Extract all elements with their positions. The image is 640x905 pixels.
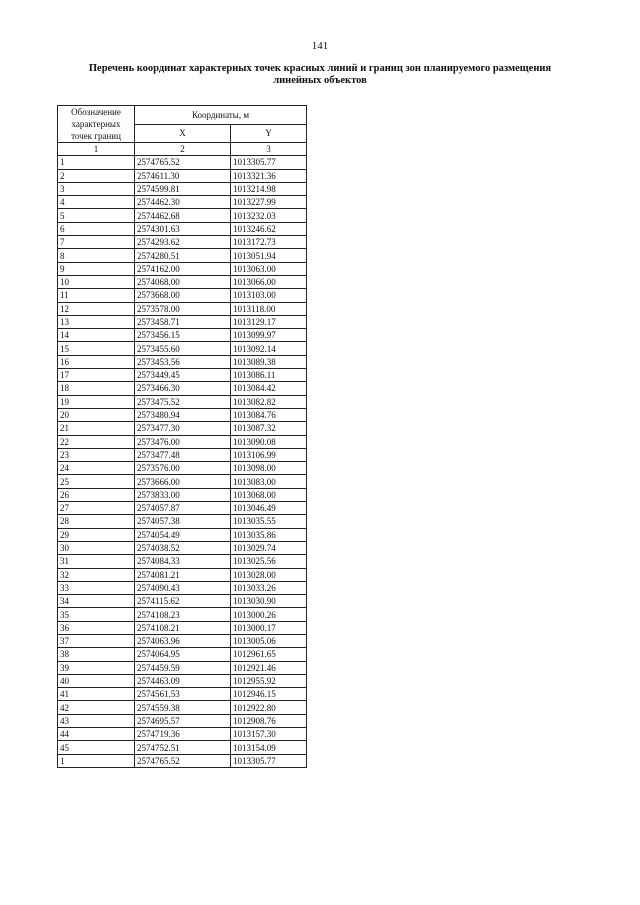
x-coordinate-cell: 2573456.15	[135, 329, 231, 342]
table-body	[58, 156, 307, 768]
table-row	[58, 754, 307, 767]
y-coordinate-cell: 1013087.32	[231, 422, 307, 435]
x-coordinate-cell: 2573576.00	[135, 462, 231, 475]
y-coordinate-cell: 1013214.98	[231, 182, 307, 195]
x-coordinate-cell: 2574561.53	[135, 688, 231, 701]
point-id-cell: 14	[58, 329, 135, 342]
table-row	[58, 634, 307, 647]
y-coordinate-cell: 1013157.30	[231, 728, 307, 741]
point-id-cell: 16	[58, 355, 135, 368]
table-row	[58, 608, 307, 621]
point-id-cell: 20	[58, 408, 135, 421]
x-coordinate-cell: 2573668.00	[135, 289, 231, 302]
table-row	[58, 222, 307, 235]
point-id-cell: 42	[58, 701, 135, 714]
x-coordinate-cell: 2574301.63	[135, 222, 231, 235]
y-coordinate-cell: 1013051.94	[231, 249, 307, 262]
table-row	[58, 701, 307, 714]
y-coordinate-cell: 1013103.00	[231, 289, 307, 302]
point-id-cell: 8	[58, 249, 135, 262]
x-coordinate-cell: 2573455.60	[135, 342, 231, 355]
x-coordinate-cell: 2574038.52	[135, 541, 231, 554]
table-row	[58, 728, 307, 741]
y-coordinate-cell: 1013066.00	[231, 275, 307, 288]
column-number-3: 3	[231, 143, 307, 156]
point-id-cell: 12	[58, 302, 135, 315]
x-coordinate-cell: 2574752.51	[135, 741, 231, 754]
point-id-cell: 38	[58, 648, 135, 661]
title-line-1: Перечень координат характерных точек красных линий и границ зон планируемого размещения	[88, 63, 552, 74]
x-coordinate-cell: 2574057.38	[135, 515, 231, 528]
x-coordinate-cell: 2574462.68	[135, 209, 231, 222]
point-id-cell: 9	[58, 262, 135, 275]
table-row	[58, 555, 307, 568]
x-coordinate-cell: 2574084.33	[135, 555, 231, 568]
y-coordinate-cell: 1013172.73	[231, 236, 307, 249]
table-row	[58, 488, 307, 501]
coordinates-table	[57, 105, 307, 768]
point-id-cell: 17	[58, 369, 135, 382]
x-coordinate-cell: 2574462.30	[135, 196, 231, 209]
x-coordinate-cell: 2573477.48	[135, 448, 231, 461]
table-row	[58, 462, 307, 475]
title-line-2: линейных объектов	[273, 75, 367, 86]
table-row	[58, 156, 307, 169]
y-coordinate-cell: 1013082.82	[231, 395, 307, 408]
x-coordinate-cell: 2574719.36	[135, 728, 231, 741]
point-id-cell: 15	[58, 342, 135, 355]
table-row	[58, 209, 307, 222]
table-row	[58, 648, 307, 661]
y-coordinate-cell: 1013029.74	[231, 541, 307, 554]
document-title	[60, 63, 580, 87]
table-row	[58, 741, 307, 754]
point-id-cell: 45	[58, 741, 135, 754]
y-coordinate-cell: 1013028.00	[231, 568, 307, 581]
x-coordinate-cell: 2573449.45	[135, 369, 231, 382]
point-id-cell: 23	[58, 448, 135, 461]
table-row	[58, 581, 307, 594]
y-coordinate-cell: 1012921.46	[231, 661, 307, 674]
table-row	[58, 249, 307, 262]
x-coordinate-cell: 2574115.62	[135, 595, 231, 608]
point-id-cell: 4	[58, 196, 135, 209]
point-id-cell: 30	[58, 541, 135, 554]
y-coordinate-cell: 1013321.36	[231, 169, 307, 182]
y-coordinate-cell: 1013000.26	[231, 608, 307, 621]
table-row	[58, 275, 307, 288]
x-coordinate-cell: 2574108.21	[135, 621, 231, 634]
x-coordinate-cell: 2573833.00	[135, 488, 231, 501]
y-coordinate-cell: 1013084.42	[231, 382, 307, 395]
x-coordinate-cell: 2573477.30	[135, 422, 231, 435]
table-row	[58, 302, 307, 315]
table-row	[58, 262, 307, 275]
table-row	[58, 595, 307, 608]
table-row	[58, 355, 307, 368]
y-coordinate-cell: 1013063.00	[231, 262, 307, 275]
point-id-cell: 37	[58, 634, 135, 647]
table-row	[58, 236, 307, 249]
table-row	[58, 196, 307, 209]
point-id-cell: 10	[58, 275, 135, 288]
point-id-cell: 43	[58, 714, 135, 727]
point-id-cell: 31	[58, 555, 135, 568]
table-row	[58, 528, 307, 541]
y-coordinate-cell: 1013099.97	[231, 329, 307, 342]
point-id-cell: 39	[58, 661, 135, 674]
x-coordinate-cell: 2573578.00	[135, 302, 231, 315]
y-coordinate-cell: 1013084.76	[231, 408, 307, 421]
table-row	[58, 674, 307, 687]
x-coordinate-cell: 2574765.52	[135, 754, 231, 767]
x-coordinate-cell: 2574057.87	[135, 502, 231, 515]
column-number-1: 1	[58, 143, 135, 156]
y-coordinate-cell: 1013106.99	[231, 448, 307, 461]
table-row	[58, 342, 307, 355]
y-coordinate-cell: 1013118.00	[231, 302, 307, 315]
point-id-cell: 35	[58, 608, 135, 621]
x-coordinate-cell: 2574293.62	[135, 236, 231, 249]
x-coordinate-cell: 2574068.00	[135, 275, 231, 288]
point-id-cell: 7	[58, 236, 135, 249]
x-coordinate-cell: 2574459.59	[135, 661, 231, 674]
y-coordinate-cell: 1013305.77	[231, 156, 307, 169]
table-row	[58, 289, 307, 302]
y-coordinate-cell: 1013046.49	[231, 502, 307, 515]
table-row	[58, 541, 307, 554]
table-row	[58, 382, 307, 395]
x-coordinate-cell: 2574108.23	[135, 608, 231, 621]
x-coordinate-cell: 2574765.52	[135, 156, 231, 169]
point-id-cell: 13	[58, 315, 135, 328]
table-row	[58, 568, 307, 581]
table-row	[58, 621, 307, 634]
table-row	[58, 395, 307, 408]
point-id-cell: 34	[58, 595, 135, 608]
y-coordinate-cell: 1013033.26	[231, 581, 307, 594]
table-row	[58, 329, 307, 342]
x-coordinate-cell: 2574063.96	[135, 634, 231, 647]
x-coordinate-cell: 2574081.21	[135, 568, 231, 581]
y-coordinate-cell: 1013232.03	[231, 209, 307, 222]
y-coordinate-cell: 1013092.14	[231, 342, 307, 355]
point-id-cell: 5	[58, 209, 135, 222]
table-row	[58, 315, 307, 328]
x-coordinate-cell: 2573458.71	[135, 315, 231, 328]
y-coordinate-cell: 1012961.65	[231, 648, 307, 661]
y-coordinate-cell: 1013030.90	[231, 595, 307, 608]
page-number: 141	[311, 40, 329, 52]
table-row	[58, 515, 307, 528]
x-coordinate-cell: 2573666.00	[135, 475, 231, 488]
point-id-cell: 27	[58, 502, 135, 515]
point-id-cell: 36	[58, 621, 135, 634]
y-coordinate-cell: 1013090.08	[231, 435, 307, 448]
point-id-cell: 28	[58, 515, 135, 528]
point-id-cell: 21	[58, 422, 135, 435]
table-row	[58, 448, 307, 461]
point-id-cell: 22	[58, 435, 135, 448]
x-coordinate-cell: 2573476.00	[135, 435, 231, 448]
point-id-cell: 33	[58, 581, 135, 594]
point-id-cell: 19	[58, 395, 135, 408]
column-number-2: 2	[135, 143, 231, 156]
point-id-cell: 3	[58, 182, 135, 195]
table-row	[58, 422, 307, 435]
point-id-cell: 1	[58, 156, 135, 169]
table-row	[58, 169, 307, 182]
x-coordinate-cell: 2574280.51	[135, 249, 231, 262]
table-row	[58, 688, 307, 701]
table-row	[58, 661, 307, 674]
y-coordinate-cell: 1013305.77	[231, 754, 307, 767]
x-coordinate-cell: 2573475.52	[135, 395, 231, 408]
y-coordinate-cell: 1013035.55	[231, 515, 307, 528]
x-coordinate-cell: 2574559.38	[135, 701, 231, 714]
y-coordinate-cell: 1012946.15	[231, 688, 307, 701]
table-row	[58, 714, 307, 727]
table-row	[58, 369, 307, 382]
header-y: Y	[231, 124, 307, 143]
y-coordinate-cell: 1013089.38	[231, 355, 307, 368]
point-id-cell: 2	[58, 169, 135, 182]
y-coordinate-cell: 1013098.00	[231, 462, 307, 475]
point-id-cell: 40	[58, 674, 135, 687]
x-coordinate-cell: 2574064.95	[135, 648, 231, 661]
y-coordinate-cell: 1013068.00	[231, 488, 307, 501]
x-coordinate-cell: 2574599.81	[135, 182, 231, 195]
table-row	[58, 408, 307, 421]
y-coordinate-cell: 1013246.62	[231, 222, 307, 235]
table-row	[58, 502, 307, 515]
point-id-cell: 24	[58, 462, 135, 475]
point-id-cell: 1	[58, 754, 135, 767]
y-coordinate-cell: 1013086.11	[231, 369, 307, 382]
header-point-label: Обозначение характерных точек границ	[58, 106, 135, 143]
x-coordinate-cell: 2573466.30	[135, 382, 231, 395]
header-coordinates: Координаты, м	[135, 106, 307, 125]
y-coordinate-cell: 1013129.17	[231, 315, 307, 328]
y-coordinate-cell: 1013227.99	[231, 196, 307, 209]
y-coordinate-cell: 1013154.09	[231, 741, 307, 754]
table-row	[58, 435, 307, 448]
x-coordinate-cell: 2573480.94	[135, 408, 231, 421]
x-coordinate-cell: 2574090.43	[135, 581, 231, 594]
point-id-cell: 25	[58, 475, 135, 488]
x-coordinate-cell: 2574054.49	[135, 528, 231, 541]
header-x: X	[135, 124, 231, 143]
x-coordinate-cell: 2574695.57	[135, 714, 231, 727]
y-coordinate-cell: 1012922.80	[231, 701, 307, 714]
point-id-cell: 26	[58, 488, 135, 501]
x-coordinate-cell: 2574162.00	[135, 262, 231, 275]
point-id-cell: 41	[58, 688, 135, 701]
point-id-cell: 11	[58, 289, 135, 302]
y-coordinate-cell: 1013005.06	[231, 634, 307, 647]
point-id-cell: 18	[58, 382, 135, 395]
point-id-cell: 32	[58, 568, 135, 581]
x-coordinate-cell: 2574611.30	[135, 169, 231, 182]
table-row	[58, 475, 307, 488]
point-id-cell: 6	[58, 222, 135, 235]
point-id-cell: 29	[58, 528, 135, 541]
y-coordinate-cell: 1013083.00	[231, 475, 307, 488]
x-coordinate-cell: 2573453.56	[135, 355, 231, 368]
y-coordinate-cell: 1012908.76	[231, 714, 307, 727]
point-id-cell: 44	[58, 728, 135, 741]
table-row	[58, 182, 307, 195]
y-coordinate-cell: 1013025.56	[231, 555, 307, 568]
y-coordinate-cell: 1013000.17	[231, 621, 307, 634]
x-coordinate-cell: 2574463.09	[135, 674, 231, 687]
y-coordinate-cell: 1013035.86	[231, 528, 307, 541]
y-coordinate-cell: 1012955.92	[231, 674, 307, 687]
